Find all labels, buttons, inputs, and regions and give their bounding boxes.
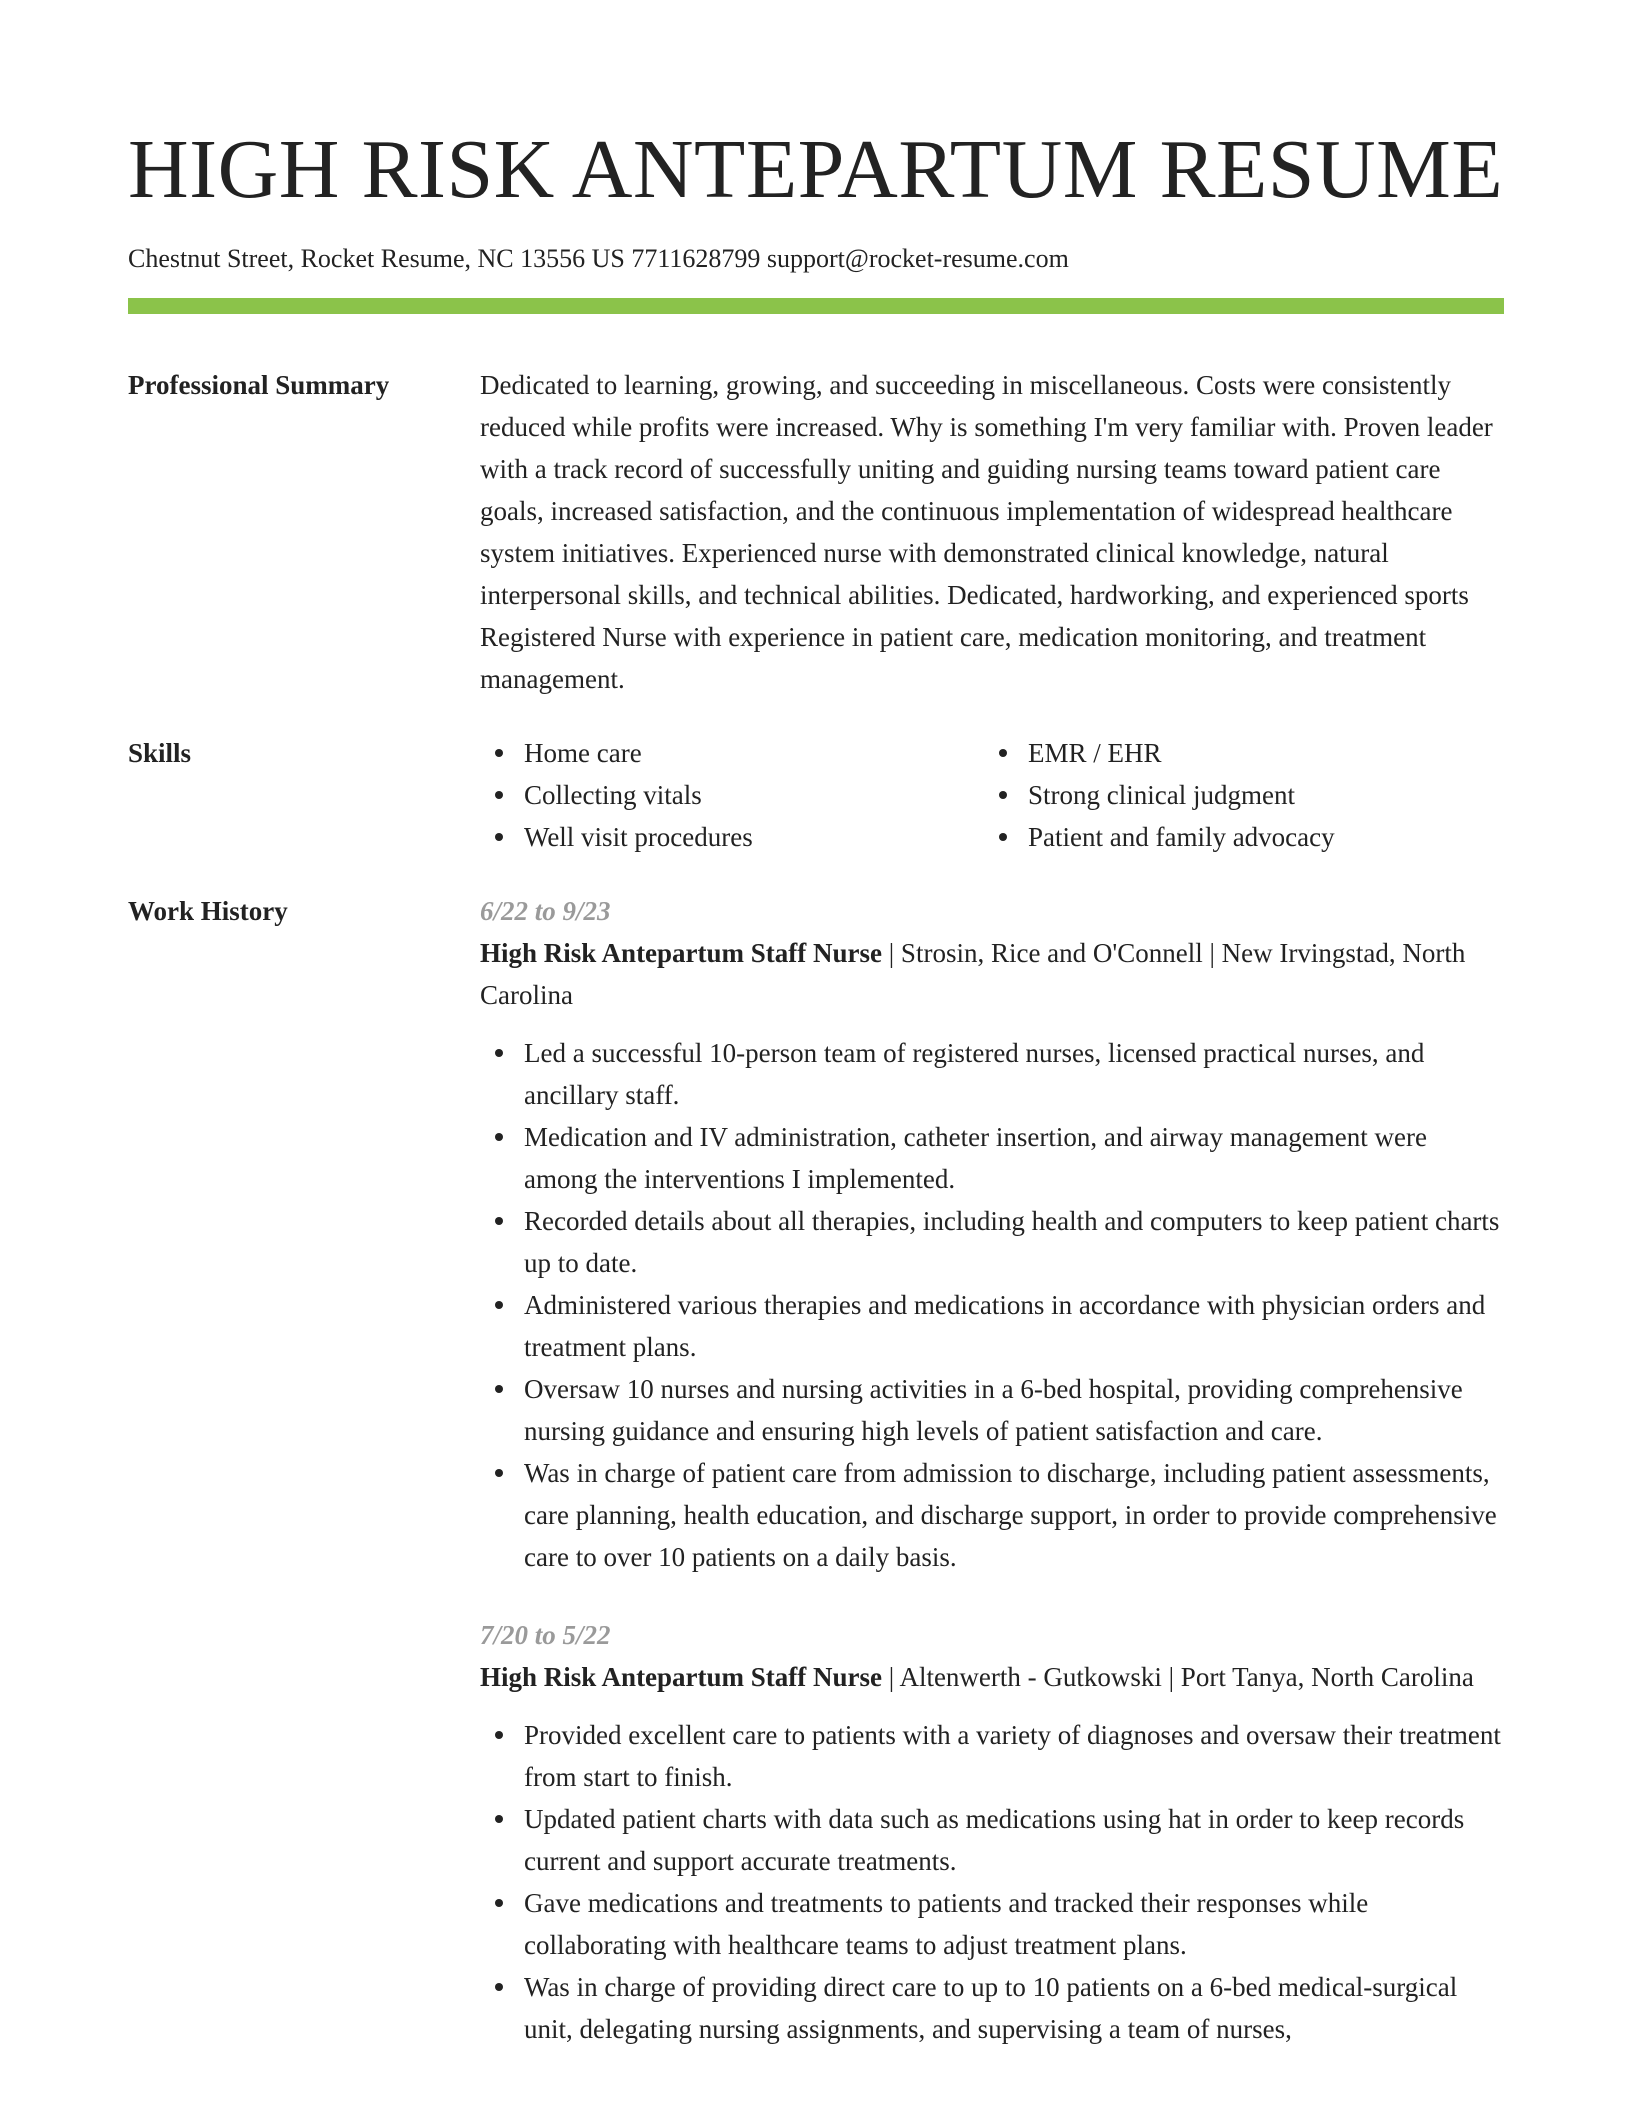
job-details: | Strosin, Rice and O'Connell | New Irvingstad, North Carolina [480, 938, 1466, 1010]
skill-item: Strong clinical judgment [984, 774, 1488, 816]
job-bullet: Led a successful 10-person team of registered nurses, licensed practical nurses, and ancillary staff. [480, 1032, 1504, 1116]
job-title: High Risk Antepartum Staff Nurse [480, 1662, 883, 1692]
job-entry [480, 890, 1504, 1578]
job-heading [480, 1656, 1504, 1698]
accent-divider [128, 298, 1504, 314]
job-details: | Altenwerth - Gutkowski | Port Tanya, North Carolina [882, 1662, 1474, 1692]
section-title-work: Work History [128, 896, 288, 926]
resume-title: HIGH RISK ANTEPARTUM RESUME [128, 123, 1504, 216]
skill-item: Home care [480, 732, 984, 774]
job-bullet-list [480, 1032, 1504, 1578]
contact-line: Chestnut Street, Rocket Resume, NC 13556 US 7711628799 support@rocket-resume.com [128, 244, 1069, 273]
job-bullet: Gave medications and treatments to patients and tracked their responses while collaborating with healthcare teams to adjust treatment plans. [480, 1882, 1504, 1966]
job-title: High Risk Antepartum Staff Nurse [480, 938, 883, 968]
job-bullet-list [480, 1714, 1504, 2050]
job-bullet: Was in charge of providing direct care to up to 10 patients on a 6-bed medical-surgical unit, delegating nursing assignments, and supervising a team of nurses, [480, 1966, 1504, 2050]
job-heading [480, 932, 1504, 1016]
skill-item: Collecting vitals [480, 774, 984, 816]
job-bullet: Recorded details about all therapies, including health and computers to keep patient charts up to date. [480, 1200, 1504, 1284]
job-bullet: Provided excellent care to patients with a variety of diagnoses and oversaw their treatment from start to finish. [480, 1714, 1504, 1798]
job-bullet: Medication and IV administration, catheter insertion, and airway management were among the interventions I implemented. [480, 1116, 1504, 1200]
job-bullet: Was in charge of patient care from admission to discharge, including patient assessments, care planning, health education, and discharge support, in order to provide comprehensive care to over 10 patients on a daily basis. [480, 1452, 1504, 1578]
job-dates: 6/22 to 9/23 [480, 896, 611, 926]
job-bullet: Administered various therapies and medications in accordance with physician orders and treatment plans. [480, 1284, 1504, 1368]
skills-list-right [984, 732, 1488, 858]
summary-text: Dedicated to learning, growing, and succeeding in miscellaneous. Costs were consistently reduced while profits were increased. Why is something I'm very familiar with. Proven leader with a track record of successfully uniting and guiding nursing teams toward patient care goals, increased satisfaction, and the continuous implementation of widespread healthcare system initiatives. Experienced nurse with demonstrated clinical knowledge, natural interpersonal skills, and technical abilities. Dedicated, hardworking, and experienced sports Registered Nurse with experience in patient care, medication monitoring, and treatment management. [480, 370, 1493, 694]
job-bullet: Updated patient charts with data such as medications using hat in order to keep records current and support accurate treatments. [480, 1798, 1504, 1882]
skill-item: EMR / EHR [984, 732, 1488, 774]
section-title-skills: Skills [128, 738, 192, 768]
job-bullet: Oversaw 10 nurses and nursing activities in a 6-bed hospital, providing comprehensive nursing guidance and ensuring high levels of patient satisfaction and care. [480, 1368, 1504, 1452]
skills-columns [480, 732, 1504, 858]
summary-section [128, 364, 1504, 700]
skills-section [128, 732, 1504, 858]
job-dates: 7/20 to 5/22 [480, 1620, 611, 1650]
work-history-body [480, 890, 1504, 2086]
skill-item: Well visit procedures [480, 816, 984, 858]
skill-item: Patient and family advocacy [984, 816, 1488, 858]
section-title-summary: Professional Summary [128, 370, 390, 400]
work-history-section [128, 890, 1504, 2086]
skills-list-left [480, 732, 984, 858]
job-entry [480, 1614, 1504, 2050]
